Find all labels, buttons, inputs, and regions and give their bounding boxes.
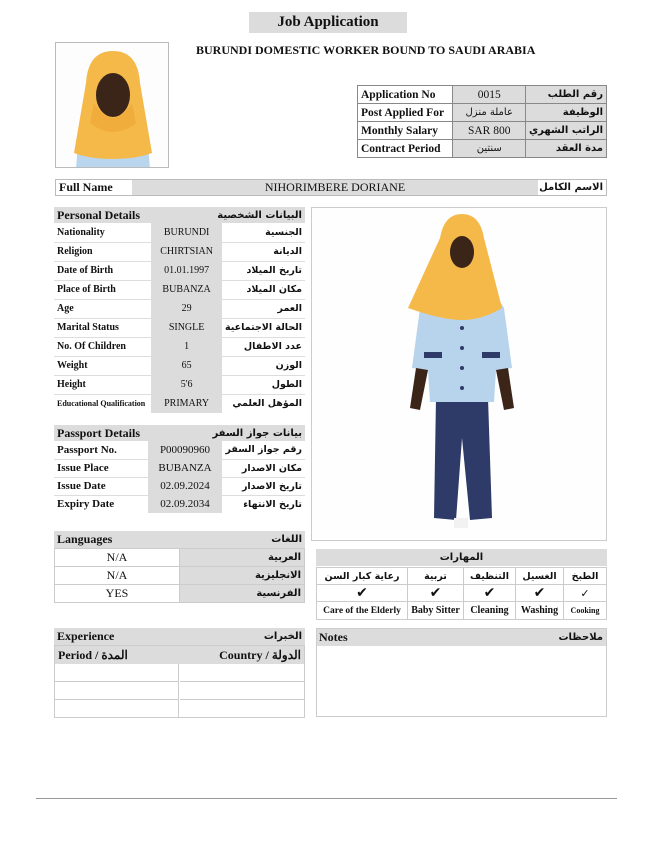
personal-value: 29	[151, 299, 222, 318]
personal-label: Educational Qualification	[57, 399, 146, 409]
experience-cell	[180, 664, 304, 682]
experience-header	[54, 628, 305, 645]
passport-value: 02.09.2034	[148, 495, 223, 513]
experience-cell	[55, 664, 179, 682]
passport-value: P00090960	[148, 441, 223, 459]
experience-col-country: Country / الدولة	[219, 648, 301, 662]
app-info-value: SAR 800	[453, 122, 526, 140]
skill-check-icon: ✔	[464, 585, 516, 602]
personal-label-ar: المؤهل العلمي	[232, 398, 302, 410]
personal-label: Weight	[54, 356, 151, 375]
app-info-label-ar: الراتب الشهري	[526, 122, 607, 140]
app-info-label: Application No	[358, 86, 453, 104]
skill-check-icon: ✔	[317, 585, 408, 602]
personal-label-ar: مكان الميلاد	[222, 280, 305, 299]
skill-name: Washing	[516, 602, 564, 620]
application-info-table	[357, 85, 607, 158]
personal-label: Date of Birth	[54, 261, 151, 280]
language-level: YES	[55, 585, 180, 603]
personal-label: Marital Status	[54, 318, 151, 337]
passport-label-ar: رقم جواز السفر	[222, 441, 305, 459]
skill-check-icon: ✔	[516, 585, 564, 602]
experience-cell	[55, 700, 179, 717]
personal-label: Religion	[54, 242, 151, 261]
app-info-value: سنتين	[453, 140, 526, 158]
full-name-row	[55, 179, 607, 196]
languages-title: Languages	[57, 532, 113, 546]
notes-title: Notes	[319, 630, 348, 644]
experience-table	[54, 645, 305, 718]
skill-name: Baby Sitter	[408, 602, 464, 620]
app-info-label-ar: الوظيفة	[526, 104, 607, 122]
personal-label-ar: عدد الاطفال	[222, 337, 305, 356]
language-name-ar: الانجليزية	[180, 567, 305, 585]
experience-cell	[55, 682, 179, 700]
app-info-label: Post Applied For	[358, 104, 453, 122]
personal-label: Age	[54, 299, 151, 318]
experience-cell	[180, 682, 304, 700]
passport-label: Issue Place	[54, 459, 148, 477]
language-name-ar: الفرنسية	[180, 585, 305, 603]
personal-details-header	[54, 207, 305, 223]
personal-label: Height	[54, 375, 151, 394]
skill-name-ar: تربية	[408, 568, 464, 585]
page-subtitle: BURUNDI DOMESTIC WORKER BOUND TO SAUDI ARABIA	[196, 43, 536, 57]
notes-box	[316, 628, 607, 717]
notes-title-ar: ملاحظات	[558, 632, 603, 643]
app-info-value: عاملة منزل	[453, 104, 526, 122]
personal-value: 5'6	[151, 375, 222, 394]
full-name-label: Full Name	[59, 180, 113, 194]
languages-title-ar: اللغات	[271, 534, 302, 545]
language-level: N/A	[55, 549, 180, 567]
personal-label: Nationality	[54, 223, 151, 242]
passport-label-ar: مكان الاصدار	[222, 459, 305, 477]
app-info-label: Monthly Salary	[358, 122, 453, 140]
language-level: N/A	[55, 567, 180, 585]
personal-label-ar: الحالة الاجتماعية	[222, 318, 305, 337]
personal-value: 01.01.1997	[151, 261, 222, 280]
personal-value: BUBANZA	[151, 280, 222, 299]
full-body-photo	[311, 207, 607, 541]
skills-table	[316, 567, 607, 620]
passport-label-ar: تاريخ الاصدار	[222, 477, 305, 495]
passport-value: BUBANZA	[148, 459, 223, 477]
skill-name-ar: الطبخ	[564, 568, 607, 585]
experience-title: Experience	[57, 629, 115, 643]
personal-label-ar: تاريخ الميلاد	[222, 261, 305, 280]
passport-label: Issue Date	[54, 477, 148, 495]
skill-name: Cleaning	[464, 602, 516, 620]
passport-details-header	[54, 425, 305, 441]
languages-table	[54, 548, 305, 603]
personal-label-ar: الطول	[222, 375, 305, 394]
skill-name-ar: رعاية كبار السن	[317, 568, 408, 585]
personal-value: SINGLE	[151, 318, 222, 337]
experience-title-ar: الخبرات	[263, 631, 302, 642]
skills-header: المهارات	[316, 549, 607, 566]
portrait-photo	[55, 42, 169, 168]
skill-name: Care of the Elderly	[317, 602, 408, 620]
personal-value: CHIRTSIAN	[151, 242, 222, 261]
personal-label-ar: الوزن	[222, 356, 305, 375]
passport-label-ar: تاريخ الانتهاء	[243, 498, 302, 510]
personal-value: BURUNDI	[151, 223, 222, 242]
passport-details-title: Passport Details	[57, 425, 140, 440]
page-title: Job Application	[249, 12, 407, 33]
personal-value: PRIMARY	[151, 394, 222, 413]
app-info-value: 0015	[453, 86, 526, 104]
app-info-label-ar: رقم الطلب	[526, 86, 607, 104]
passport-label: Passport No.	[54, 441, 148, 459]
passport-value: 02.09.2024	[148, 477, 223, 495]
personal-details-title: Personal Details	[57, 207, 140, 222]
personal-value: 1	[151, 337, 222, 356]
personal-details-title-ar: البيانات الشخصية	[217, 209, 302, 221]
skill-name: Cooking	[564, 602, 607, 620]
personal-details-table	[54, 223, 305, 413]
app-info-label-ar: مدة العقد	[526, 140, 607, 158]
personal-label: No. Of Children	[54, 337, 151, 356]
personal-label-ar: الجنسية	[222, 223, 305, 242]
passport-label: Expiry Date	[57, 498, 115, 511]
personal-label: Place of Birth	[54, 280, 151, 299]
experience-col-period: Period / المدة	[58, 648, 128, 662]
personal-label-ar: العمر	[222, 299, 305, 318]
language-name-ar: العربية	[180, 549, 305, 567]
passport-details-title-ar: بيانات جواز السفر	[212, 427, 302, 439]
skill-check-icon: ✔	[408, 585, 464, 602]
full-name-value: NIHORIMBERE DORIANE	[132, 180, 538, 195]
personal-label-ar: الديانة	[222, 242, 305, 261]
app-info-label: Contract Period	[358, 140, 453, 158]
skill-name-ar: التنظيف	[464, 568, 516, 585]
skill-name-ar: الغسيل	[516, 568, 564, 585]
personal-value: 65	[151, 356, 222, 375]
footer-divider	[36, 798, 617, 799]
passport-details-table	[54, 441, 305, 513]
skill-check-icon: ✓	[564, 585, 607, 602]
full-name-label-ar: الاسم الكامل	[539, 182, 603, 193]
languages-header	[54, 531, 305, 548]
